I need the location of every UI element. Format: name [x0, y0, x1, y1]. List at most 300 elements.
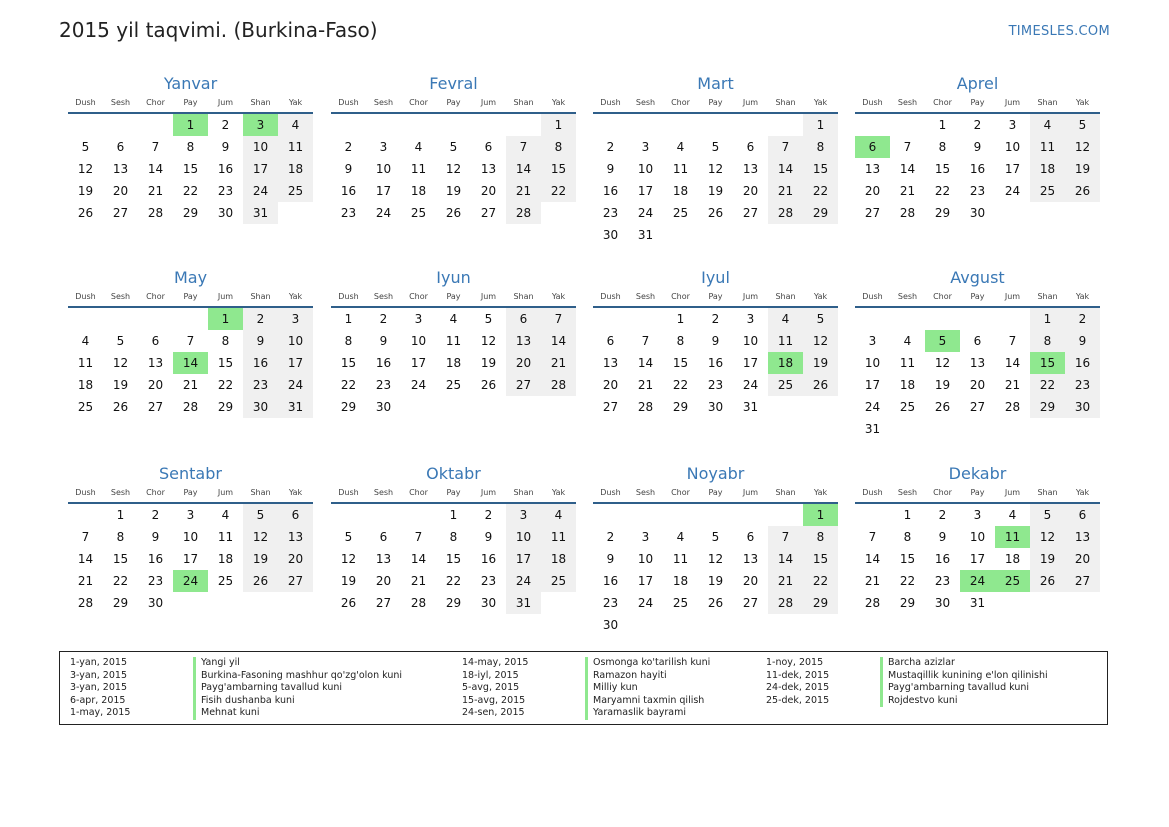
day-cell: 12	[707, 552, 724, 566]
day-cell: 11	[541, 526, 576, 548]
empty-cell	[593, 308, 628, 330]
day-cell: 16	[340, 184, 357, 198]
day-cell: 13	[480, 162, 497, 176]
holiday-name: Milliy kun	[593, 682, 638, 694]
empty-cell	[733, 504, 768, 526]
day-cell: 16	[375, 356, 392, 370]
day-cell: 22	[899, 574, 916, 588]
day-cell: 15	[112, 552, 129, 566]
day-cell: 26	[112, 400, 129, 414]
weekday-label: Dush	[600, 98, 621, 107]
holiday-day-cell: 6	[855, 136, 890, 158]
day-cell: 22	[541, 180, 576, 202]
day-cell: 29	[182, 206, 199, 220]
day-cell: 21	[864, 574, 881, 588]
day-cell: 13	[742, 552, 759, 566]
weekday-label: Jum	[742, 98, 759, 107]
empty-cell	[890, 114, 925, 136]
day-cell: 26	[1030, 570, 1065, 592]
holiday-name: Barcha azizlar	[888, 657, 955, 668]
day-cell: 12	[445, 162, 462, 176]
weekday-label: Jum	[480, 292, 497, 301]
day-cell: 20	[147, 378, 164, 392]
day-cell: 5	[1030, 504, 1065, 526]
weekday-label: Jum	[480, 488, 497, 497]
day-cell: 1	[676, 312, 685, 326]
day-cell: 9	[711, 334, 720, 348]
weekday-label: Dush	[862, 98, 883, 107]
day-cell: 28	[147, 206, 164, 220]
month-oktabr	[331, 463, 576, 614]
day-cell: 18	[541, 548, 576, 570]
day-cell: 5	[484, 312, 493, 326]
weekday-label: Chor	[671, 98, 690, 107]
day-cell: 9	[484, 530, 493, 544]
month-name: Iyun	[436, 268, 471, 287]
day-cell: 10	[742, 334, 759, 348]
day-cell: 17	[969, 552, 986, 566]
month-aprel	[855, 73, 1100, 224]
day-cell: 16	[969, 162, 986, 176]
day-cell: 14	[1004, 356, 1021, 370]
day-cell: 11	[217, 530, 234, 544]
day-cell: 4	[81, 334, 90, 348]
day-cell: 24	[742, 378, 759, 392]
month-name: Oktabr	[426, 464, 481, 483]
day-cell: 31	[278, 396, 313, 418]
day-cell: 20	[506, 352, 541, 374]
day-cell: 21	[410, 574, 427, 588]
holiday-date: 24-sen, 2015	[462, 707, 525, 719]
day-cell: 23	[707, 378, 724, 392]
day-cell: 19	[480, 356, 497, 370]
day-cell: 2	[1065, 308, 1100, 330]
day-cell: 19	[112, 378, 129, 392]
day-cell: 15	[340, 356, 357, 370]
day-cell: 1	[803, 114, 838, 136]
day-cell: 7	[151, 140, 160, 154]
day-cell: 10	[637, 552, 654, 566]
day-cell: 20	[742, 574, 759, 588]
day-cell: 20	[969, 378, 986, 392]
day-cell: 20	[602, 378, 619, 392]
weekday-header	[331, 290, 576, 308]
day-cell: 22	[803, 180, 838, 202]
holiday-date: 1-may, 2015	[70, 707, 131, 719]
day-cell: 15	[899, 552, 916, 566]
day-cell: 18	[278, 158, 313, 180]
day-cell: 8	[1030, 330, 1065, 352]
day-cell: 2	[151, 508, 160, 522]
day-cell: 28	[77, 596, 94, 610]
day-cell: 29	[899, 596, 916, 610]
day-cell: 27	[375, 596, 392, 610]
day-cell: 26	[480, 378, 497, 392]
day-cell: 31	[637, 228, 654, 242]
weekday-label: Chor	[409, 98, 428, 107]
weekday-label: Yak	[813, 98, 828, 107]
day-cell: 23	[480, 574, 497, 588]
day-cell: 28	[864, 596, 881, 610]
day-cell: 9	[344, 162, 353, 176]
weekday-label: Yak	[551, 488, 566, 497]
day-cell: 7	[81, 530, 90, 544]
weekday-label: Yak	[813, 292, 828, 301]
day-cell: 29	[803, 202, 838, 224]
day-cell: 22	[340, 378, 357, 392]
day-cell: 28	[637, 400, 654, 414]
day-cell: 27	[742, 596, 759, 610]
holiday-name: Rojdestvo kuni	[888, 694, 958, 706]
day-cell: 4	[903, 334, 912, 348]
weekday-label: Sesh	[110, 98, 131, 107]
month-fevral	[331, 73, 576, 224]
weekday-label: Yak	[288, 488, 303, 497]
empty-cell	[593, 504, 628, 526]
weekday-label: Shan	[775, 488, 796, 497]
day-cell: 17	[637, 184, 654, 198]
holiday-dates-col-2	[462, 657, 528, 720]
day-cell: 12	[340, 552, 357, 566]
day-cell: 12	[77, 162, 94, 176]
day-cell: 31	[864, 422, 881, 436]
day-cell: 2	[221, 118, 230, 132]
day-cell: 29	[934, 206, 951, 220]
day-cell: 19	[1065, 158, 1100, 180]
day-cell: 5	[1065, 114, 1100, 136]
day-cell: 2	[379, 312, 388, 326]
day-cell: 3	[868, 334, 877, 348]
month-name: Aprel	[956, 74, 999, 93]
day-cell: 13	[742, 162, 759, 176]
day-cell: 31	[506, 592, 541, 614]
day-cell: 1	[116, 508, 125, 522]
day-cell: 16	[602, 184, 619, 198]
weekday-label: Shan	[513, 488, 534, 497]
day-cell: 23	[969, 184, 986, 198]
day-cell: 5	[116, 334, 125, 348]
day-cell: 15	[445, 552, 462, 566]
day-cell: 6	[973, 334, 982, 348]
day-cell: 14	[864, 552, 881, 566]
day-cell: 5	[449, 140, 458, 154]
day-cell: 6	[379, 530, 388, 544]
day-cell: 24	[864, 400, 881, 414]
month-name: Mart	[697, 74, 734, 93]
day-cell: 9	[973, 140, 982, 154]
day-cell: 8	[903, 530, 912, 544]
holiday-day-cell: 24	[960, 570, 995, 592]
weekday-label: Chor	[146, 292, 165, 301]
day-cell: 20	[375, 574, 392, 588]
weekday-header	[68, 486, 313, 504]
day-cell: 12	[480, 334, 497, 348]
day-cell: 13	[1065, 526, 1100, 548]
weekday-label: Jum	[1004, 488, 1021, 497]
day-cell: 15	[672, 356, 689, 370]
weekday-label: Yak	[813, 488, 828, 497]
day-cell: 27	[969, 400, 986, 414]
day-cell: 11	[899, 356, 916, 370]
day-cell: 25	[1030, 180, 1065, 202]
empty-cell	[436, 114, 471, 136]
day-cell: 22	[1030, 374, 1065, 396]
day-cell: 10	[410, 334, 427, 348]
day-cell: 27	[480, 206, 497, 220]
holiday-name: Yangi yil	[201, 657, 240, 668]
weekday-label: Sesh	[897, 488, 918, 497]
weekday-label: Shan	[250, 98, 271, 107]
day-cell: 3	[186, 508, 195, 522]
day-cell: 23	[602, 206, 619, 220]
empty-cell	[506, 114, 541, 136]
day-cell: 4	[676, 140, 685, 154]
day-cell: 12	[112, 356, 129, 370]
day-cell: 9	[379, 334, 388, 348]
day-cell: 15	[541, 158, 576, 180]
weekday-label: Pay	[446, 98, 461, 107]
day-cell: 24	[637, 596, 654, 610]
weekday-label: Dush	[600, 488, 621, 497]
day-cell: 16	[480, 552, 497, 566]
day-cell: 11	[77, 356, 94, 370]
day-cell: 8	[938, 140, 947, 154]
day-cell: 4	[1008, 508, 1017, 522]
day-cell: 25	[768, 374, 803, 396]
empty-cell	[733, 114, 768, 136]
empty-cell	[960, 308, 995, 330]
day-cell: 27	[742, 206, 759, 220]
weekday-label: Sesh	[373, 292, 394, 301]
site-link[interactable]: TIMESLES.COM	[1008, 24, 1110, 39]
weekday-header	[68, 96, 313, 114]
day-cell: 3	[414, 312, 423, 326]
weekday-label: Sesh	[373, 98, 394, 107]
day-cell: 11	[672, 552, 689, 566]
weekday-label: Yak	[288, 292, 303, 301]
day-cell: 28	[1004, 400, 1021, 414]
day-cell: 23	[217, 184, 234, 198]
day-cell: 5	[344, 530, 353, 544]
day-cell: 14	[899, 162, 916, 176]
day-cell: 30	[602, 618, 619, 632]
day-cell: 26	[1065, 180, 1100, 202]
day-cell: 15	[934, 162, 951, 176]
day-cell: 18	[445, 356, 462, 370]
day-cell: 16	[934, 552, 951, 566]
holiday-day-cell: 18	[768, 352, 803, 374]
day-cell: 10	[1004, 140, 1021, 154]
day-cell: 13	[864, 162, 881, 176]
empty-cell	[401, 114, 436, 136]
holiday-day-cell: 1	[803, 504, 838, 526]
day-cell: 9	[243, 330, 278, 352]
holiday-day-cell: 25	[995, 570, 1030, 592]
day-cell: 4	[768, 308, 803, 330]
day-cell: 10	[506, 526, 541, 548]
weekday-label: Jum	[217, 292, 234, 301]
day-cell: 13	[602, 356, 619, 370]
holiday-name: Payg'ambarning tavallud kuni	[201, 682, 343, 694]
holiday-name: Maryamni taxmin qilish	[593, 694, 705, 706]
day-cell: 8	[116, 530, 125, 544]
weekday-label: Dush	[338, 98, 359, 107]
holiday-date: 18-iyl, 2015	[462, 669, 519, 681]
day-cell: 4	[541, 504, 576, 526]
day-cell: 18	[217, 552, 234, 566]
holiday-day-cell: 1	[208, 308, 243, 330]
day-cell: 5	[243, 504, 278, 526]
holiday-name: Ramazon hayiti	[593, 669, 667, 681]
day-cell: 21	[541, 352, 576, 374]
day-cell: 2	[606, 530, 615, 544]
holiday-name: Mustaqillik kunining e'lon qilinishi	[888, 669, 1048, 681]
day-cell: 3	[278, 308, 313, 330]
empty-cell	[331, 504, 366, 526]
weekday-label: Pay	[970, 292, 985, 301]
weekday-header	[855, 486, 1100, 504]
day-cell: 19	[445, 184, 462, 198]
day-cell: 23	[147, 574, 164, 588]
day-cell: 30	[480, 596, 497, 610]
weekday-label: Dush	[75, 98, 96, 107]
holiday-date: 1-yan, 2015	[70, 657, 127, 668]
weekday-header	[593, 96, 838, 114]
day-cell: 20	[742, 184, 759, 198]
weekday-header	[593, 290, 838, 308]
day-cell: 3	[746, 312, 755, 326]
day-cell: 7	[641, 334, 650, 348]
day-cell: 24	[506, 570, 541, 592]
day-cell: 18	[899, 378, 916, 392]
empty-cell	[855, 504, 890, 526]
day-cell: 20	[278, 548, 313, 570]
day-grid	[593, 504, 838, 636]
day-cell: 22	[672, 378, 689, 392]
empty-cell	[855, 114, 890, 136]
day-cell: 11	[445, 334, 462, 348]
weekday-label: Chor	[671, 488, 690, 497]
weekday-label: Sesh	[635, 98, 656, 107]
day-cell: 1	[938, 118, 947, 132]
month-name: Dekabr	[948, 464, 1007, 483]
weekday-label: Pay	[970, 488, 985, 497]
day-cell: 13	[506, 330, 541, 352]
day-cell: 8	[344, 334, 353, 348]
holiday-name: Fisih dushanba kuni	[201, 694, 295, 706]
day-cell: 17	[1004, 162, 1021, 176]
day-cell: 21	[147, 184, 164, 198]
day-cell: 22	[934, 184, 951, 198]
day-cell: 3	[641, 140, 650, 154]
weekday-header	[855, 290, 1100, 308]
day-cell: 14	[77, 552, 94, 566]
day-cell: 27	[112, 206, 129, 220]
day-cell: 22	[445, 574, 462, 588]
day-cell: 24	[410, 378, 427, 392]
day-cell: 26	[340, 596, 357, 610]
day-cell: 9	[151, 530, 160, 544]
day-cell: 21	[899, 184, 916, 198]
empty-cell	[698, 504, 733, 526]
day-cell: 16	[1065, 352, 1100, 374]
day-cell: 22	[803, 570, 838, 592]
day-grid	[593, 114, 838, 246]
month-may	[68, 267, 313, 418]
weekday-label: Sesh	[635, 292, 656, 301]
month-avgust	[855, 267, 1100, 440]
day-cell: 6	[484, 140, 493, 154]
weekday-label: Chor	[933, 292, 952, 301]
weekday-label: Shan	[1037, 488, 1058, 497]
weekday-label: Sesh	[897, 98, 918, 107]
day-cell: 21	[506, 180, 541, 202]
weekday-header	[331, 96, 576, 114]
day-cell: 28	[768, 592, 803, 614]
day-cell: 2	[606, 140, 615, 154]
day-cell: 13	[278, 526, 313, 548]
day-cell: 21	[182, 378, 199, 392]
empty-cell	[593, 114, 628, 136]
day-cell: 12	[707, 162, 724, 176]
empty-cell	[366, 114, 401, 136]
weekday-label: Pay	[708, 98, 723, 107]
holiday-day-cell: 3	[243, 114, 278, 136]
day-cell: 24	[637, 206, 654, 220]
day-grid	[331, 114, 576, 224]
weekday-header	[593, 486, 838, 504]
day-cell: 17	[278, 352, 313, 374]
month-name: Yanvar	[163, 74, 218, 93]
day-cell: 14	[506, 158, 541, 180]
day-cell: 25	[672, 596, 689, 610]
weekday-label: Chor	[409, 488, 428, 497]
weekday-label: Pay	[970, 98, 985, 107]
day-cell: 28	[541, 374, 576, 396]
weekday-label: Sesh	[635, 488, 656, 497]
holiday-names-col-3	[880, 657, 1048, 707]
empty-cell	[138, 308, 173, 330]
holiday-date: 5-avg, 2015	[462, 682, 520, 694]
day-cell: 11	[278, 136, 313, 158]
day-cell: 4	[221, 508, 230, 522]
day-cell: 2	[243, 308, 278, 330]
empty-cell	[138, 114, 173, 136]
day-cell: 23	[1065, 374, 1100, 396]
empty-cell	[768, 114, 803, 136]
day-cell: 19	[803, 352, 838, 374]
day-cell: 31	[969, 596, 986, 610]
day-cell: 28	[768, 202, 803, 224]
day-cell: 29	[672, 400, 689, 414]
day-cell: 7	[186, 334, 195, 348]
day-grid	[593, 308, 838, 418]
day-cell: 6	[278, 504, 313, 526]
day-cell: 30	[969, 206, 986, 220]
day-cell: 4	[278, 114, 313, 136]
weekday-label: Shan	[513, 292, 534, 301]
weekday-label: Jum	[742, 488, 759, 497]
day-cell: 1	[541, 114, 576, 136]
day-cell: 23	[340, 206, 357, 220]
day-cell: 18	[672, 574, 689, 588]
holiday-date: 11-dek, 2015	[766, 669, 830, 681]
day-cell: 30	[1065, 396, 1100, 418]
day-cell: 11	[410, 162, 427, 176]
day-cell: 30	[147, 596, 164, 610]
day-cell: 20	[112, 184, 129, 198]
day-cell: 16	[243, 352, 278, 374]
